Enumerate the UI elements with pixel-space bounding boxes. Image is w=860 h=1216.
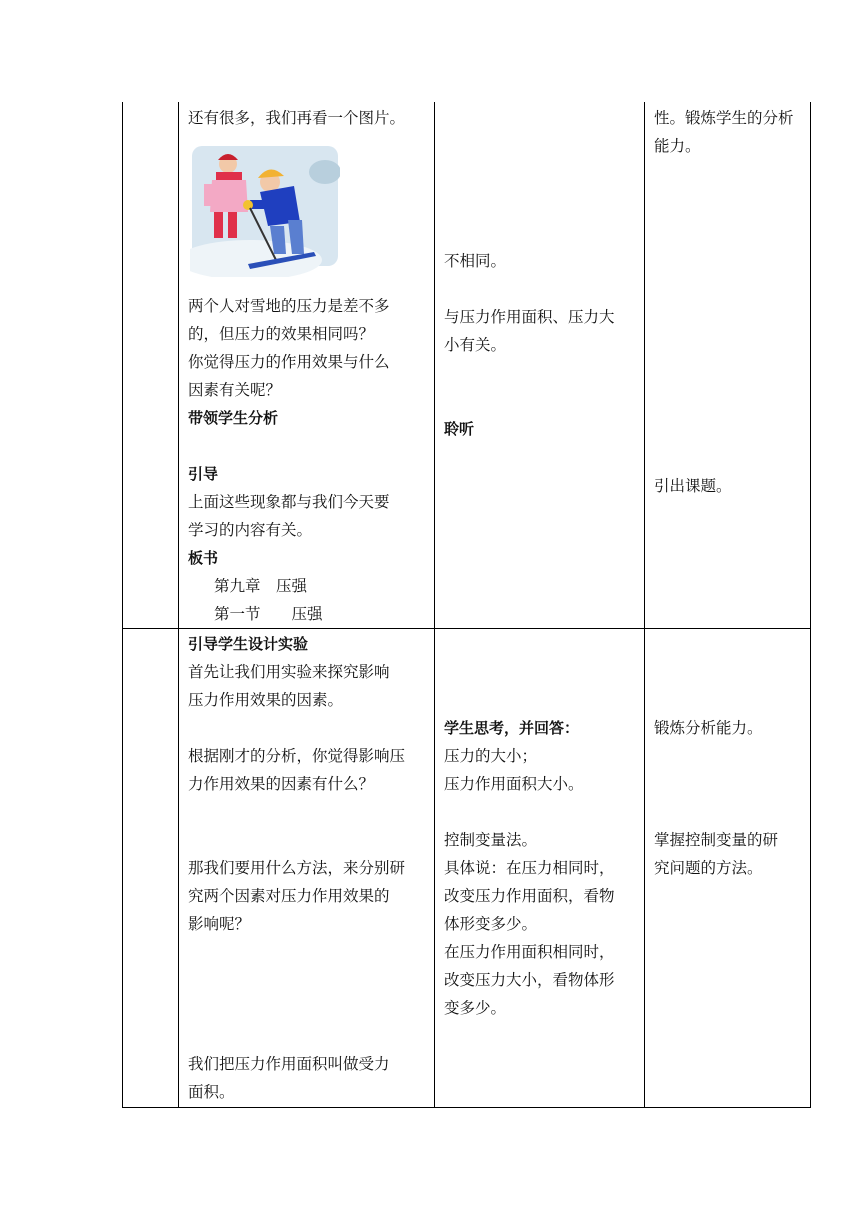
teacher-heading: 引导	[188, 465, 219, 483]
col-border-4	[644, 102, 645, 1108]
teacher-text-line: 力作用效果的因素有什么？	[188, 775, 375, 793]
teacher-text-line: 那我们要用什么方法，来分别研	[188, 859, 406, 877]
teacher-text-line: 首先让我们用实验来探究影响	[188, 663, 390, 681]
col-border-5	[810, 102, 811, 1108]
teacher-text-line: 压力作用效果的因素。	[188, 691, 344, 709]
teacher-heading: 引导学生设计实验	[188, 635, 309, 653]
teacher-text-line: 两个人对雪地的压力是差不多	[188, 297, 390, 315]
blackboard-section: 第一节 压强	[214, 605, 323, 623]
col-border-2	[178, 102, 179, 1108]
student-text-line: 变多少。	[444, 999, 507, 1017]
teacher-text-line: 的，但压力的效果相同吗？	[188, 325, 375, 343]
student-text-line: 与压力作用面积、压力大	[444, 308, 615, 326]
student-heading: 学生思考，并回答：	[444, 719, 580, 737]
purpose-text-line: 引出课题。	[654, 477, 732, 495]
purpose-text-line: 掌握控制变量的研	[654, 831, 779, 849]
student-text-line: 不相同。	[444, 252, 507, 270]
col-border-1	[122, 102, 123, 1108]
student-text-line: 改变压力大小，看物体形	[444, 971, 615, 989]
teacher-text-line: 还有很多，我们再看一个图片。	[188, 109, 406, 127]
teacher-text-line: 我们把压力作用面积叫做受力	[188, 1055, 390, 1073]
teacher-text-line: 上面这些现象都与我们今天要	[188, 493, 390, 511]
table-bottom-border	[122, 1107, 811, 1108]
teacher-text-line: 你觉得压力的作用效果与什么	[188, 353, 390, 371]
teacher-text-line: 学习的内容有关。	[188, 521, 313, 539]
teacher-heading: 板书	[188, 549, 219, 567]
student-text-line: 改变压力作用面积，看物	[444, 887, 615, 905]
row-divider	[122, 628, 811, 629]
teacher-text-line: 面积。	[188, 1083, 235, 1101]
student-text-line: 小有关。	[444, 336, 507, 354]
purpose-text-line: 究问题的方法。	[654, 859, 763, 877]
student-text-line: 压力的大小；	[444, 747, 538, 765]
teacher-text-line: 影响呢？	[188, 915, 251, 933]
purpose-text-line: 性。锻炼学生的分析	[654, 109, 794, 127]
teacher-heading: 带领学生分析	[188, 409, 279, 427]
blackboard-chapter: 第九章 压强	[214, 577, 308, 595]
student-text-line: 具体说：在压力相同时，	[444, 859, 615, 877]
student-text-line: 体形变多少。	[444, 915, 538, 933]
student-heading: 聆听	[444, 420, 475, 438]
purpose-text-line: 锻炼分析能力。	[654, 719, 763, 737]
student-text-line: 在压力作用面积相同时，	[444, 943, 615, 961]
student-text-line: 控制变量法。	[444, 831, 538, 849]
purpose-text-line: 能力。	[654, 137, 701, 155]
snow-skiing-illustration	[190, 142, 340, 277]
teacher-text-line: 根据刚才的分析，你觉得影响压	[188, 747, 406, 765]
col-border-3	[434, 102, 435, 1108]
student-text-line: 压力作用面积大小。	[444, 775, 584, 793]
teacher-text-line: 因素有关呢？	[188, 381, 282, 399]
teacher-text-line: 究两个因素对压力作用效果的	[188, 887, 390, 905]
